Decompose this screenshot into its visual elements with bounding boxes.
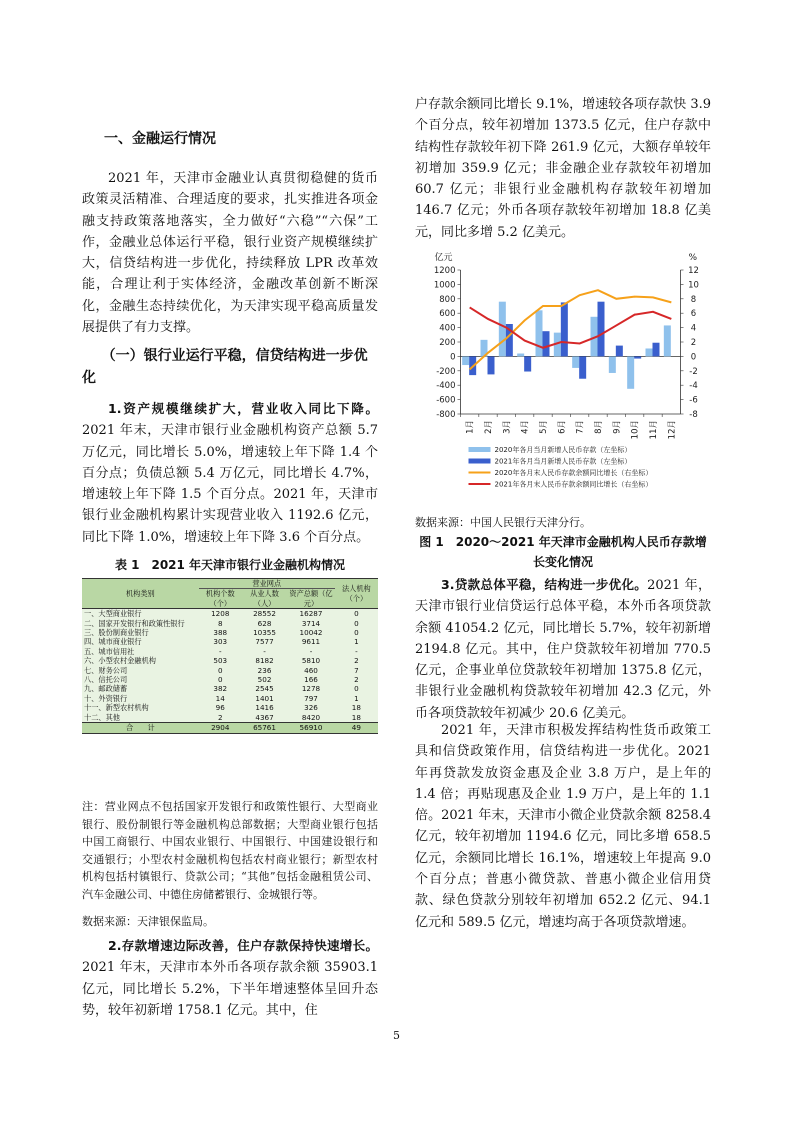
y-left-tick-label: 1000 [433, 280, 456, 291]
bar-2021 [488, 356, 495, 374]
x-tick-label: 2月 [484, 420, 494, 434]
row-staff: 1401 [255, 693, 274, 703]
col-header-category: 机构类别 [82, 579, 199, 609]
legend-label: 2020年各月末人民币存款余额同比增长（右坐标） [494, 469, 653, 477]
row-legal: 0 [354, 609, 359, 619]
table-row [82, 684, 378, 693]
y-left-axis-label: 亿元 [434, 253, 453, 263]
bar-2021 [524, 356, 531, 371]
paragraph-deposits-cont: 户存款余额同比增长 9.1%，增速较各项存款快 3.9 个百分点，较年初增加 1373.5 亿元，住户存款中结构性存款较年初下降 261.9 亿元，大额存单较年初增加 359.9 亿元；非金融企业存款较年初增加 60.7 亿元；非银行业金融机构存款较年初增加 146.7 亿元；外币各项存款较年初增加 18.8 亿美元，同比多增 5.2 亿美元。 [415, 97, 711, 240]
row-assets: 326 [304, 703, 318, 713]
y-right-axis-label: % [688, 253, 698, 263]
table-row [82, 647, 378, 656]
row-legal: 1 [354, 637, 359, 647]
x-tick-label: 8月 [594, 420, 604, 434]
y-right-tick-label: -4 [689, 381, 698, 392]
y-right-tick-label: 8 [690, 294, 697, 305]
y-right-tick-label: 10 [688, 280, 699, 291]
x-tick-label: 4月 [520, 420, 531, 434]
row-count: - [218, 646, 222, 656]
table-row [82, 675, 378, 684]
row-category: 四、城市商业银行 [84, 637, 142, 647]
page-number: 5 [393, 1029, 400, 1042]
paragraph-assets [82, 398, 378, 548]
row-staff: 502 [257, 675, 272, 685]
table-row [82, 609, 378, 619]
row-category: 八、信托公司 [84, 675, 128, 685]
row-legal: 18 [351, 703, 361, 713]
row-legal: 0 [354, 618, 359, 628]
figure-caption: 图 1 2020～2021 年天津市金融机构人民币存款增长变化情况 [419, 535, 707, 569]
y-left-tick-label: 200 [439, 338, 456, 348]
row-count: 388 [213, 628, 228, 638]
bar-2021 [653, 343, 660, 357]
legend-label: 2020年各月当月新增人民币存款（左坐标） [494, 446, 632, 454]
row-count: 303 [213, 637, 228, 647]
row-category: 七、财务公司 [84, 665, 128, 675]
row-count: 2 [217, 712, 223, 722]
legend-label: 2021年各月当月新增人民币存款（左坐标） [494, 457, 632, 466]
y-right-tick-label: -2 [689, 366, 698, 377]
x-tick-label: 12月 [667, 420, 678, 440]
row-count: 382 [213, 684, 228, 694]
legend-label: 2021年各月末人民币存款余额同比增长（右坐标） [494, 480, 653, 489]
row-count: 503 [213, 656, 228, 666]
row-staff: 7577 [255, 637, 274, 647]
x-tick-label: 7月 [575, 420, 586, 434]
row-category: 六、小型农村金融机构 [84, 656, 156, 666]
table-row [82, 694, 378, 703]
row-assets: 16287 [299, 609, 323, 619]
y-left-tick-label: 1200 [433, 266, 456, 276]
y-left-tick-label: 0 [450, 352, 456, 363]
bar-2020 [462, 356, 469, 365]
paragraph-lead: 3.贷款总体平稳，结构进一步优化。 [441, 577, 648, 592]
bar-2020 [664, 325, 671, 356]
row-count: 96 [215, 703, 225, 713]
y-left-tick-label: -800 [436, 410, 456, 420]
bar-2020 [609, 356, 616, 373]
institutions-table [82, 578, 378, 734]
row-count: 1208 [211, 609, 230, 619]
row-legal: 0 [354, 684, 359, 694]
row-legal: 7 [354, 665, 359, 675]
col-header-count: 机构个数（个） [199, 589, 242, 609]
legend-swatch [469, 447, 491, 452]
bar-2020 [517, 354, 524, 357]
figure-source: 数据来源：中国人民银行天津分行。 [415, 516, 591, 529]
col-header-assets: 资产总额（亿元） [287, 589, 335, 609]
row-category: 十一、新型农村机构 [84, 703, 149, 713]
paragraph-lead: 1.资产规模继续扩大，营业收入同比下降。 [108, 401, 378, 416]
table-row [82, 637, 378, 646]
bar-2021 [579, 356, 586, 378]
row-assets: 3714 [301, 618, 321, 628]
x-tick-label: 10月 [630, 420, 641, 440]
col-header-staff: 从业人数（人） [242, 589, 287, 609]
row-count: 0 [217, 675, 223, 685]
row-staff: 628 [257, 618, 272, 628]
row-staff: 1416 [255, 703, 274, 713]
row-category: 九、邮政储蓄 [84, 684, 128, 694]
row-staff: 10355 [253, 628, 276, 638]
table-note: 注：营业网点不包括国家开发银行和政策性银行、大型商业银行、股份制银行等金融机构总部数据；大型商业银行包括中国工商银行、中国农业银行、中国银行、中国建设银行和交通银行；小型农村金融机构包括农村商业银行；新型农村机构包括村镇银行、贷款公司；“其他”包括金融租赁公司、汽车金融公司、中德住房储蓄银行、金城银行等。 [82, 800, 378, 901]
row-legal: 2 [354, 656, 359, 666]
row-assets: 10042 [299, 628, 323, 638]
y-left-tick-label: 400 [439, 323, 456, 334]
table-row [82, 628, 378, 637]
col-header-legal: 法人机构（个） [335, 579, 378, 609]
row-staff: 236 [257, 665, 272, 675]
row-legal: 2 [354, 675, 359, 685]
x-tick-label: 6月 [557, 420, 568, 434]
x-tick-label: 5月 [539, 420, 549, 434]
row-staff: 8182 [255, 656, 274, 666]
total-count: 2904 [199, 723, 242, 733]
bar-2021 [616, 346, 623, 357]
x-tick-label: 1月 [465, 420, 476, 434]
row-staff: 4367 [255, 712, 274, 722]
row-staff: 28552 [253, 609, 276, 619]
row-staff: - [263, 646, 266, 656]
row-category: 五、城市信用社 [84, 646, 135, 656]
paragraph-deposits [82, 935, 378, 1021]
y-left-tick-label: -400 [436, 381, 456, 392]
deposit-chart [423, 248, 719, 508]
row-assets: 797 [304, 693, 318, 703]
paragraph-body: 2021 年末，天津市本外币各项存款余额 35903.1 亿元，同比增长 5.2%，下半年增速整体呈回升态势，较年初新增 1758.1 亿元。其中，住 [82, 960, 378, 1018]
row-staff: 2545 [255, 684, 274, 694]
col-header-group: 营业网点 [199, 579, 335, 589]
y-right-tick-label: 4 [690, 323, 697, 334]
section-heading: 一、金融运行情况 [104, 131, 216, 147]
bar-2020 [572, 356, 579, 368]
y-right-tick-label: -6 [689, 395, 698, 406]
intro-paragraph: 2021 年，天津市金融业认真贯彻稳健的货币政策灵活精准、合理适度的要求，扎实推进各项金融支持政策落地落实，全力做好“六稳”“六保”工作，金融业总体运行平稳，银行业资产规模继续扩大，信贷结构进一步优化，持续释放 LPR 改革效能，合理让利于实体经济，金融改革创新不断深化，金融生态持续优化，为天津实现平稳高质量发展提供了有力支撑。 [82, 171, 378, 336]
legend-swatch [469, 459, 491, 464]
table-total-row [82, 723, 378, 733]
table-title: 表 1 2021 年天津市银行业金融机构情况 [114, 558, 346, 572]
row-count: 14 [215, 693, 225, 703]
x-tick-label: 3月 [502, 420, 513, 434]
bar-2021 [634, 356, 641, 358]
bar-2020 [536, 310, 543, 356]
row-legal: 18 [351, 712, 361, 722]
row-category: 十、外资银行 [84, 693, 128, 703]
bar-2020 [627, 356, 634, 388]
row-category: 三、股份制商业银行 [84, 628, 149, 638]
row-category: 一、大型商业银行 [84, 609, 142, 619]
table-row [82, 703, 378, 712]
y-right-tick-label: 12 [688, 266, 699, 276]
y-left-tick-label: 600 [439, 309, 456, 320]
bar-2021 [598, 302, 605, 357]
y-left-tick-label: 800 [439, 294, 456, 305]
bar-2020 [646, 348, 653, 356]
paragraph-body: 2021 年末，天津市银行业金融机构资产总额 5.7 万亿元，同比增长 5.0%，增速较上年下降 1.4 个百分点；负债总额 5.4 万亿元，同比增长 4.7%，增速较上年下降 1.5 个百分点。2021 年，天津市银行业金融机构累计实现营业收入 1192.6 亿元，同比下降 1.0%，增速较上年下降 3.6 个百分点。 [82, 423, 378, 545]
table-row [82, 619, 378, 628]
total-assets: 56910 [287, 723, 335, 733]
paragraph-body: 2021 年，天津市银行业信贷运行总体平稳，本外币各项贷款余额 41054.2 亿元，同比增长 5.7%，较年初新增 2194.8 亿元。其中，住户贷款较年初增加 770.5 亿元，企事业单位贷款较年初增加 1375.8 亿元，非银行业金融机构贷款较年初增加 42.3 亿元，外币各项贷款较年初减少 20.6 亿美元。 [415, 578, 712, 721]
row-legal: 1 [354, 693, 359, 703]
total-staff: 65761 [242, 723, 287, 733]
paragraph-lead: 2.存款增速边际改善，住户存款保持快速增长。 [108, 938, 378, 953]
y-right-tick-label: 2 [690, 338, 697, 348]
y-right-tick-label: 0 [690, 352, 697, 363]
row-count: 8 [217, 618, 223, 628]
subsection-heading: （一）银行业运行平稳，信贷结构进一步优化 [82, 348, 368, 386]
bar-2021 [543, 331, 550, 356]
row-assets: 9611 [301, 637, 321, 647]
x-tick-label: 11月 [649, 420, 659, 440]
y-right-tick-label: -8 [689, 410, 698, 420]
table-row [82, 656, 378, 665]
total-label: 合 计 [82, 723, 199, 733]
row-assets: 8420 [301, 712, 321, 722]
table-row [82, 666, 378, 675]
row-count: 0 [217, 665, 223, 675]
row-category: 十二、其他 [84, 712, 120, 722]
row-assets: 1278 [301, 684, 321, 694]
row-assets: 5810 [301, 656, 321, 666]
y-left-tick-label: -200 [436, 366, 456, 377]
row-assets: 166 [304, 675, 318, 685]
paragraph-loans [415, 574, 711, 724]
y-right-tick-label: 6 [690, 309, 697, 320]
bar-2020 [499, 302, 506, 357]
row-legal: 0 [354, 628, 359, 638]
total-legal: 49 [335, 723, 378, 733]
table-source: 数据来源：天津银保监局。 [82, 915, 214, 928]
row-assets: 460 [304, 665, 318, 675]
row-assets: - [309, 646, 313, 656]
bar-2021 [561, 302, 568, 356]
table-row [82, 713, 378, 723]
row-legal: - [355, 646, 358, 656]
x-tick-label: 9月 [612, 420, 623, 434]
y-left-tick-label: -600 [436, 395, 456, 406]
paragraph-structure: 2021 年，天津市积极发挥结构性货币政策工具和信贷政策作用，信贷结构进一步优化。2021 年再贷款发放资金惠及企业 3.8 万户，是上年的 1.4 倍；再贴现惠及企业 1.9 万户，是上年的 1.1 倍。2021 年末，天津市小微企业贷款余额 8258.4 亿元，较年初增加 1194.6 亿元，同比多增 658.5 亿元，余额同比增长 16.1%，增速较上年提高 9.0 个百分点；普惠小微贷款、普惠小微企业信用贷款、绿色贷款分别较年初增加 652.2 亿元、94.1 亿元和 589.5 亿元，增速均高于各项贷款增速。 [415, 723, 711, 930]
row-category: 二、国家开发银行和政策性银行 [84, 618, 185, 628]
